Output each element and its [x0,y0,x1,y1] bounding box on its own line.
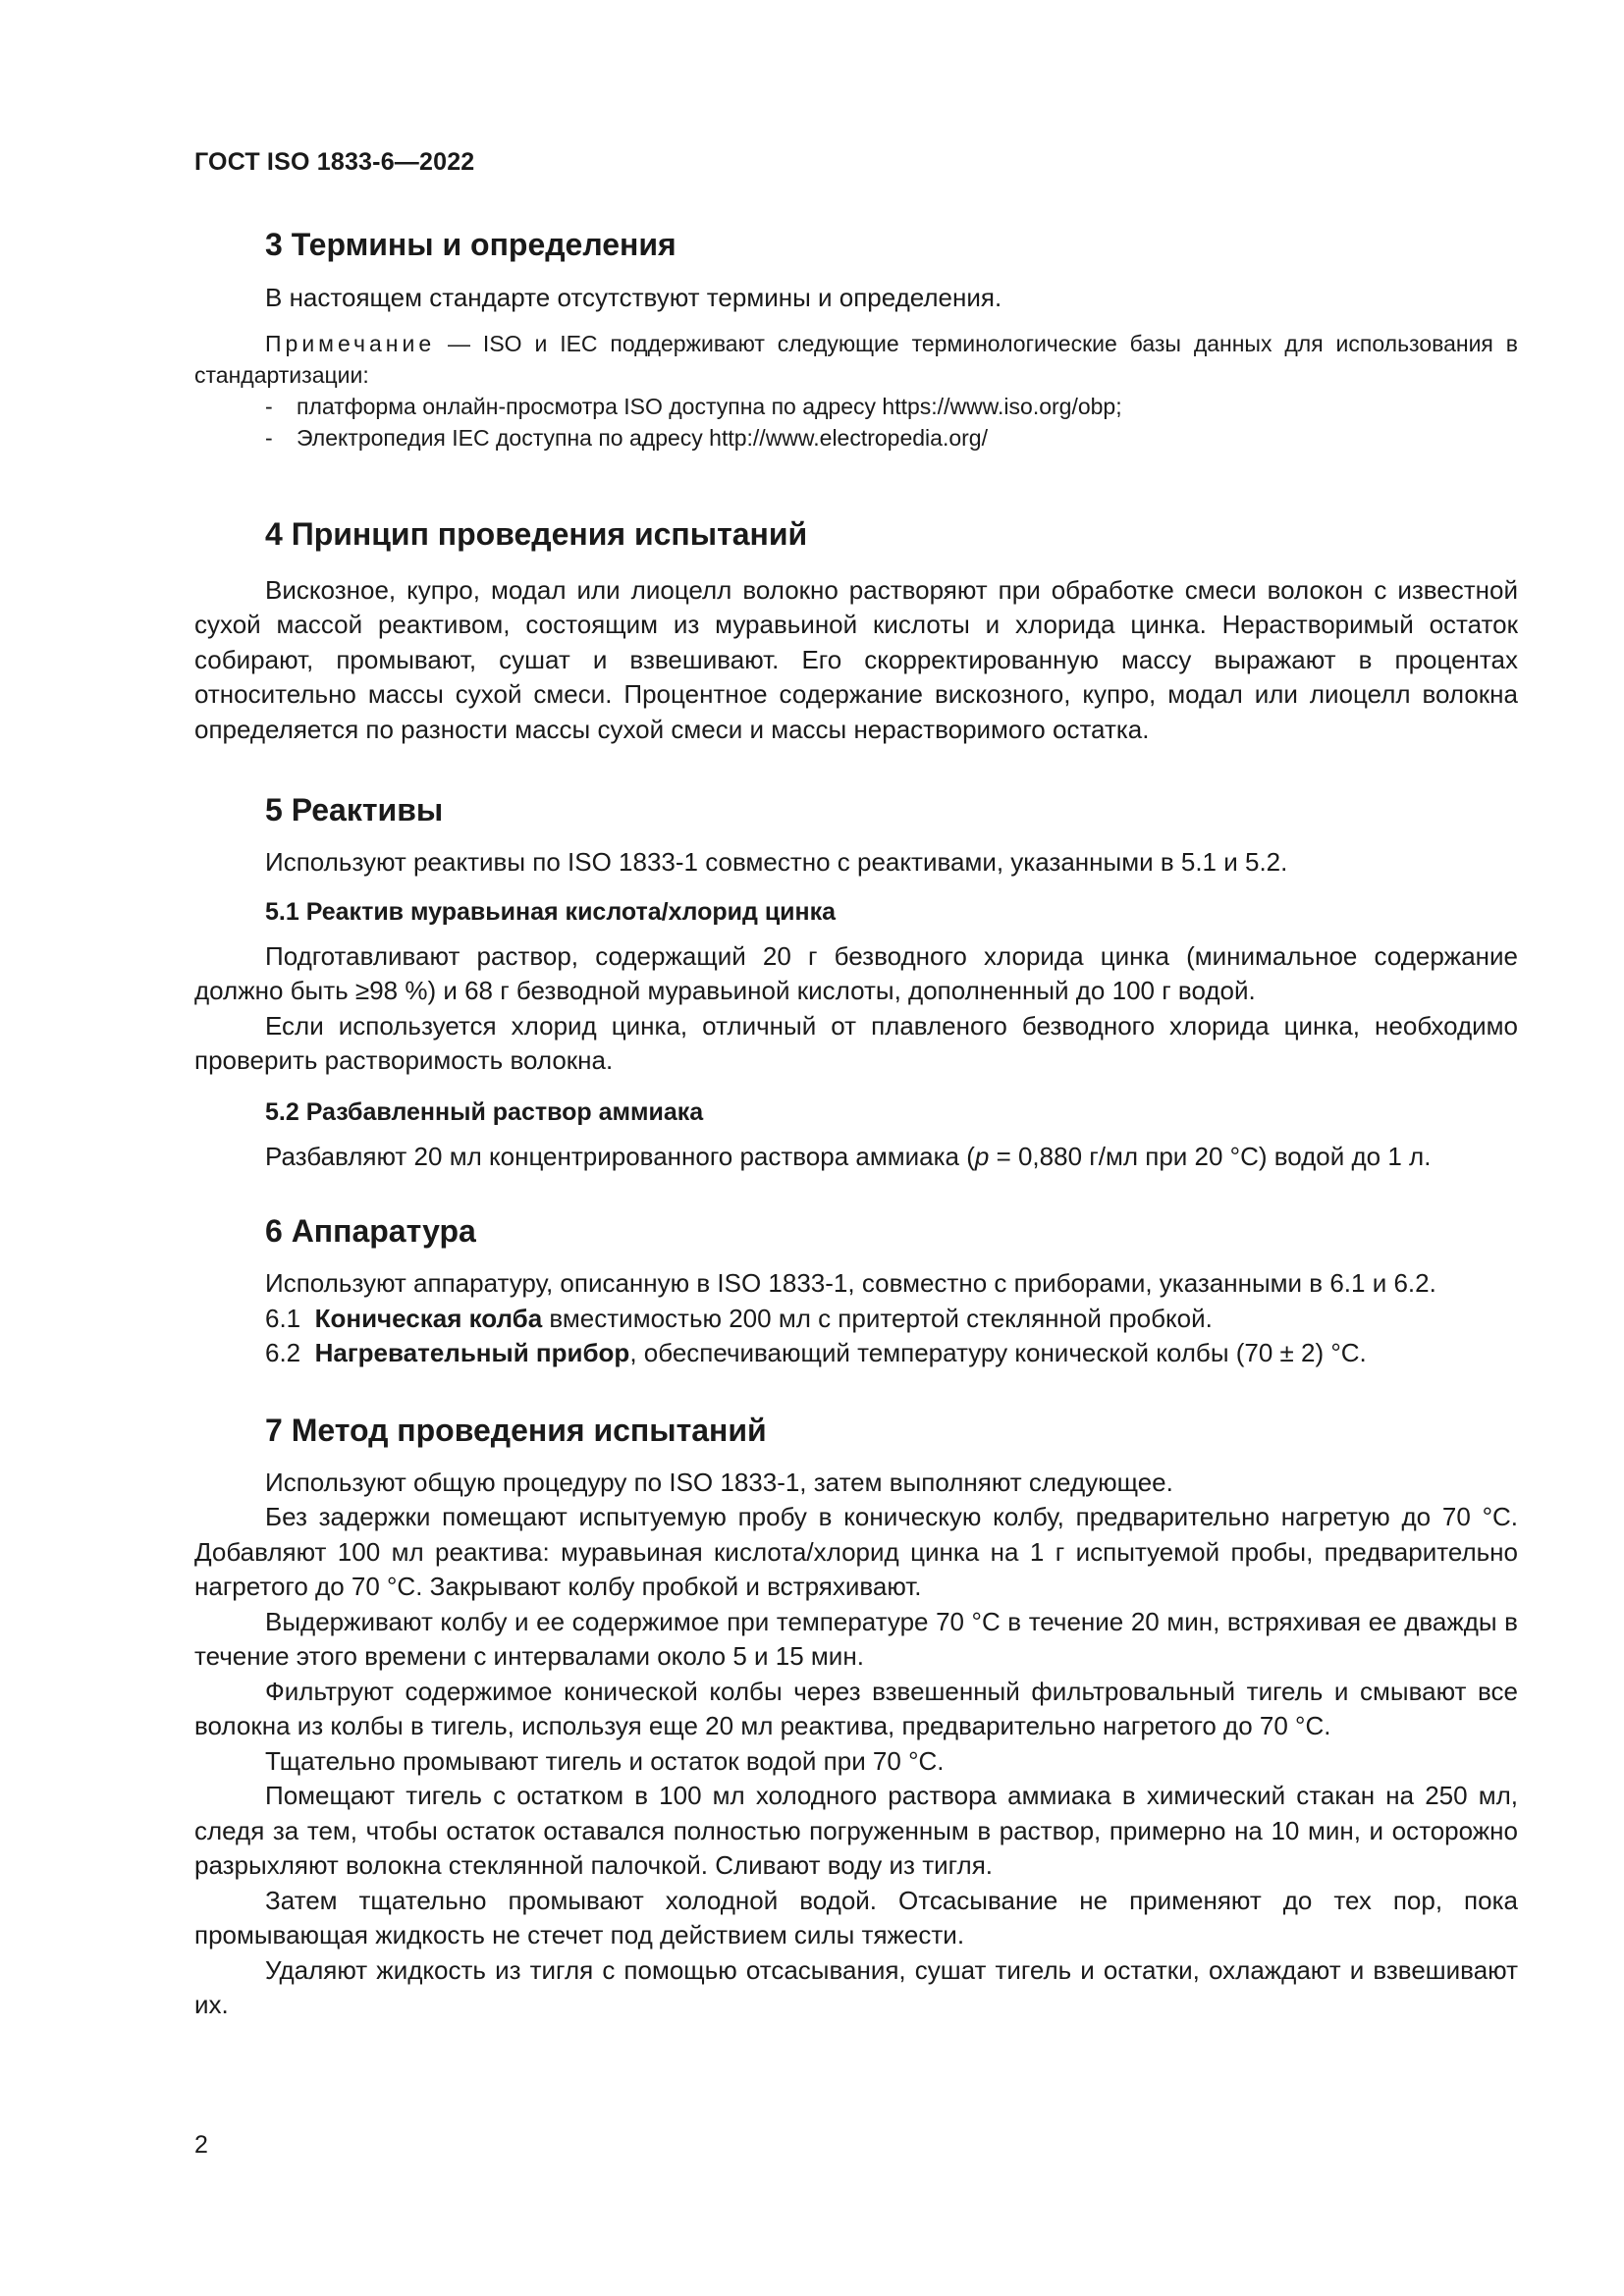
item-text: , обеспечивающий температуру конической колбы (70 ± 2) °C. [629,1338,1367,1367]
section-7-title: 7 Метод проведения испытаний [265,1412,767,1448]
item-number: 6.1 [265,1303,301,1333]
section-5-title: 5 Реактивы [265,792,444,828]
note-label: Примечание [265,330,436,356]
section-7-paragraph: Используют общую процедуру по ISO 1833-1, затем выполняют следующее. [265,1467,1173,1497]
section-7-paragraph: Фильтруют содержимое конической колбы через взвешенный фильтровальный тигель и смывают все волокна из колбы в тигель, используя еще 20 мл реактива, предварительно нагретого до 70 °C. [194,1676,1518,1740]
section-6-paragraph: Используют аппаратуру, описанную в ISO 1833-1, совместно с приборами, указанными в 6.1 и 6.2. [265,1268,1436,1298]
subsection-5-1-paragraph: Подготавливают раствор, содержащий 20 г безводного хлорида цинка (минимальное содержание должно быть ≥98 %) и 68 г безводной муравьиной кислоты, дополненный до 100 г водой. [194,940,1518,1005]
section-3-paragraph: В настоящем стандарте отсутствуют термины и определения. [265,283,1002,312]
section-7-paragraph: Помещают тигель с остатком в 100 мл холодного раствора аммиака в химический стакан на 250 мл, следя за тем, чтобы остаток оставался полностью погруженным в раствор, примерно на 10 мин, и осторожно разрыхляют волокна стеклянной палочкой. Сливают воду из тигля. [194,1781,1518,1880]
note-text: — ISO и IEC поддерживают следующие терминологические базы данных для использования в стандартизации: [194,330,1518,388]
section-7-paragraph: Удаляют жидкость из тигля с помощью отсасывания, сушат тигель и остатки, охлаждают и взвешивают их. [194,1954,1518,2019]
section-3-title: 3 Термины и определения [265,227,677,262]
subsection-5-1-title: 5.1 Реактив муравьиная кислота/хлорид цинка [265,897,837,926]
section-5-paragraph: Используют реактивы по ISO 1833-1 совместно с реактивами, указанными в 5.1 и 5.2. [265,847,1288,877]
document-code-header: ГОСТ ISO 1833-6—2022 [194,148,475,176]
item-term: Коническая колба [314,1303,543,1333]
note-list-item: - Электропедия IEC доступна по адресу http://www.electropedia.org/ [265,424,988,451]
section-6-title: 6 Аппаратура [265,1213,476,1249]
section-4-title: 4 Принцип проведения испытаний [265,515,808,552]
section-3-note [194,328,1518,391]
section-7-paragraph: Без задержки помещают испытуемую пробу в коническую колбу, предварительно нагретую до 70 °C. Добавляют 100 мл реактива: муравьиная кислота/хлорид цинка на 1 г испытуемой пробы, предварительно нагретого до 70 °C. Закрывают колбу пробкой и встряхивают. [194,1502,1518,1601]
section-7-paragraph: Тщательно промывают тигель и остаток водой при 70 °C. [265,1745,945,1776]
item-text: вместимостью 200 мл с притертой стеклянной пробкой. [542,1303,1213,1333]
text-span: Разбавляют 20 мл концентрированного раствора аммиака ( [265,1141,975,1171]
item-number: 6.2 [265,1338,301,1367]
density-symbol: p [974,1141,990,1171]
note-list-item-text: Электропедия IEC доступна по адресу http://www.electropedia.org/ [297,424,988,451]
note-list-item-text: платформа онлайн-просмотра ISO доступна по адресу https://www.iso.org/obp; [297,393,1122,419]
text-span: = 0,880 г/мл при 20 °C) водой до 1 л. [989,1141,1432,1171]
item-term: Нагревательный прибор [314,1338,630,1367]
subsection-5-2-paragraph [194,1140,1518,1175]
item-6-2 [194,1336,1518,1371]
page-number: 2 [194,2131,208,2159]
note-list-item: - платформа онлайн-просмотра ISO доступна по адресу https://www.iso.org/obp; [265,393,1122,419]
subsection-5-1-paragraph: Если используется хлорид цинка, отличный от плавленого безводного хлорида цинка, необходимо проверить растворимость волокна. [194,1010,1518,1075]
subsection-5-2-title: 5.2 Разбавленный раствор аммиака [265,1097,704,1126]
section-7-paragraph: Затем тщательно промывают холодной водой. Отсасывание не применяют до тех пор, пока промывающая жидкость не стечет под действием силы тяжести. [194,1885,1518,1949]
section-4-paragraph: Вискозное, купро, модал или лиоцелл волокно растворяют при обработке смеси волокон с известной сухой массой реактивом, состоящим из муравьиной кислоты и хлорида цинка. Нерастворимый остаток собирают, промывают, сушат и взвешивают. Его скорректированную массу выражают в процентах относительно массы сухой смеси. Процентное содержание вискозного, купро, модал или лиоцелл волокна определяется по разности массы сухой смеси и массы нерастворимого остатка. [194,574,1518,744]
item-6-1 [194,1302,1518,1337]
section-7-paragraph: Выдерживают колбу и ее содержимое при температуре 70 °C в течение 20 мин, встряхивая ее дважды в течение этого времени с интервалами около 5 и 15 мин. [194,1606,1518,1671]
page-content [194,221,1518,2023]
